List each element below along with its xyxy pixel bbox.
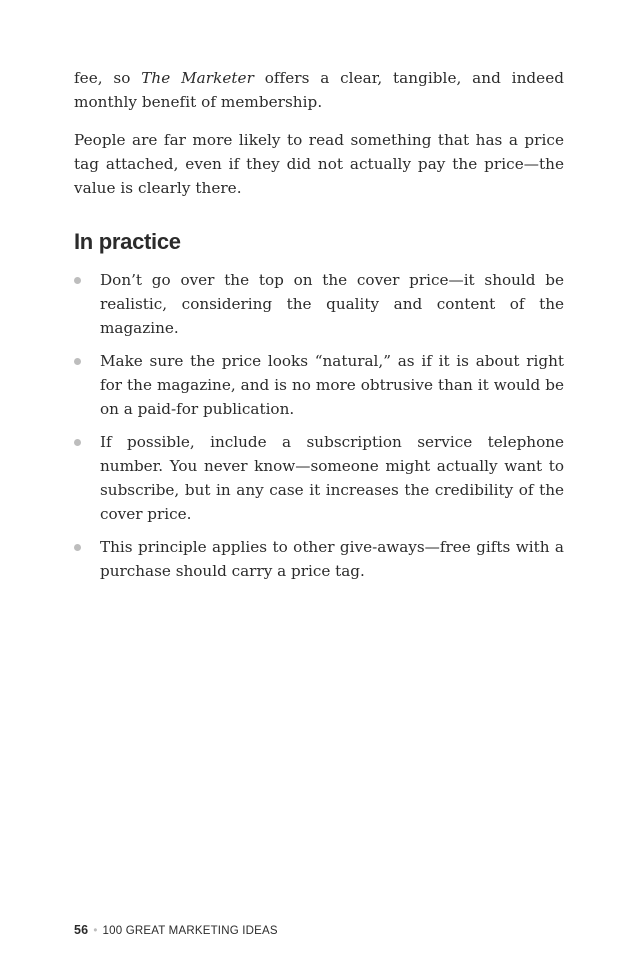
- publication-title: The Marketer: [141, 69, 254, 87]
- body-paragraph: [74, 66, 564, 114]
- list-item-text: Make sure the price looks “natural,” as if it is about right for the magazine, and is no more obtrusive than it would be on a paid-for publication.: [100, 352, 564, 418]
- list-item: [74, 535, 564, 583]
- paragraph-text: offers a clear, tangible, and indeed monthly benefit of membership.: [74, 69, 565, 111]
- book-title: 100 GREAT MARKETING IDEAS: [102, 925, 278, 937]
- list-item: [74, 430, 564, 526]
- bullet-icon: [74, 439, 81, 446]
- bullet-icon: [74, 358, 81, 365]
- list-item-text: Don’t go over the top on the cover price—it should be realistic, considering the quality and content of the magazine.: [100, 271, 564, 337]
- page-content: [74, 66, 564, 592]
- body-paragraph: People are far more likely to read something that has a price tag attached, even if they did not actually pay the price—the value is clearly there.: [74, 131, 564, 197]
- bullet-icon: [74, 544, 81, 551]
- list-item: [74, 268, 564, 340]
- bullet-list: [74, 268, 564, 583]
- footer-separator: •: [93, 925, 98, 937]
- list-item-text: If possible, include a subscription service telephone number. You never know—someone might actually want to subscribe, but in any case it increases the credibility of the cover price.: [100, 433, 564, 523]
- page-number: 56: [74, 923, 89, 937]
- page-footer: [74, 923, 278, 937]
- section-heading: In practice: [74, 229, 181, 254]
- paragraph-text: fee, so: [74, 69, 142, 87]
- list-item: [74, 349, 564, 421]
- bullet-icon: [74, 277, 81, 284]
- list-item-text: This principle applies to other give-aways—free gifts with a purchase should carry a price tag.: [100, 538, 564, 580]
